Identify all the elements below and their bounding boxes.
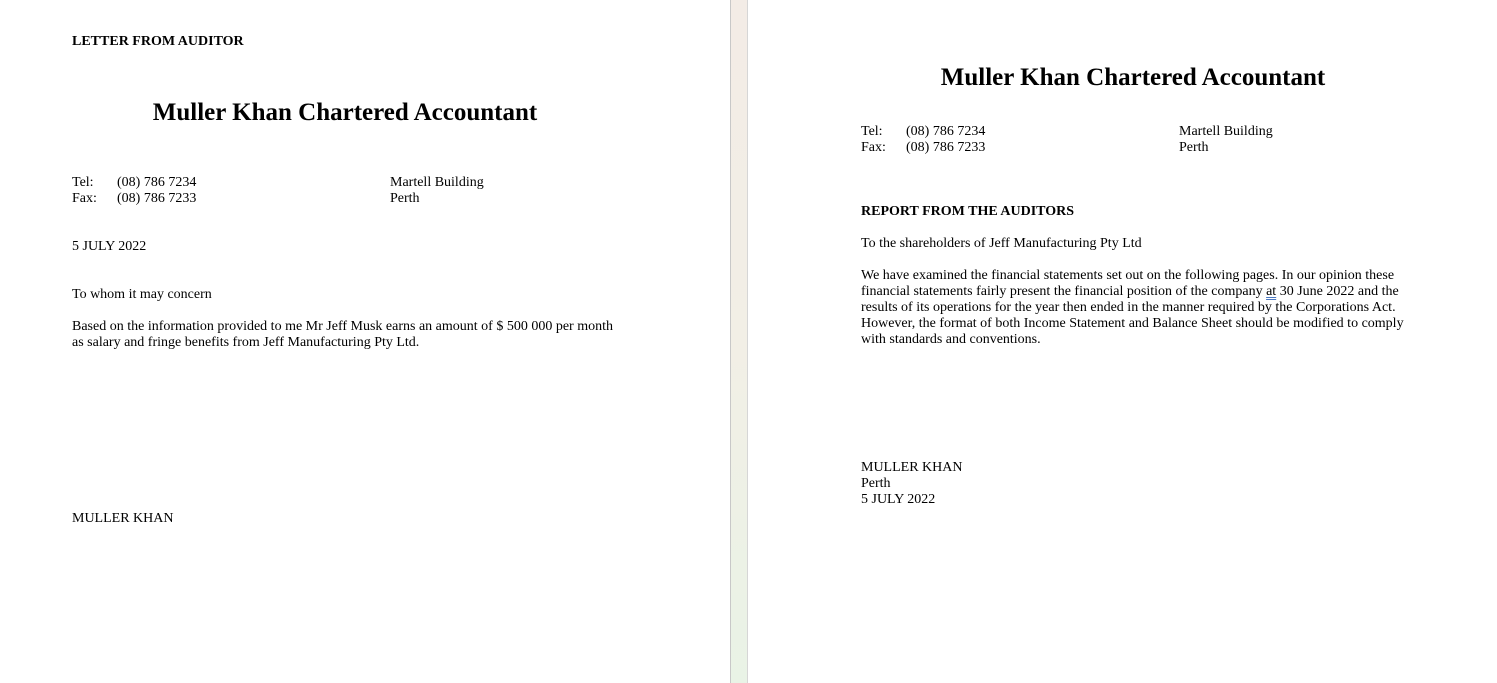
letter-salutation: To whom it may concern [72, 287, 212, 302]
line-text: 30 June 2022 and the [1276, 284, 1399, 299]
report-signature-city: Perth [861, 476, 891, 491]
report-page [748, 0, 1497, 683]
report-signature-name: MULLER KHAN [861, 460, 963, 475]
address-line-1: Martell Building [1179, 124, 1273, 139]
report-body-line: However, the format of both Income Statement and Balance Sheet should be modified to comply [861, 316, 1404, 331]
tel-label: Tel: [861, 124, 883, 139]
letter-body-line: Based on the information provided to me Mr Jeff Musk earns an amount of $ 500 000 per month [72, 319, 613, 334]
report-fax-line [861, 140, 985, 156]
letter-firm-name: Muller Khan Chartered Accountant [152, 99, 538, 126]
address-line-2: Perth [390, 191, 420, 206]
report-signature-date: 5 JULY 2022 [861, 492, 936, 507]
tel-label: Tel: [72, 175, 94, 190]
letter-body [72, 319, 613, 351]
grammar-flag-word[interactable]: at [1266, 284, 1277, 299]
report-body-line: results of its operations for the year then ended in the manner required by the Corporations Act. [861, 300, 1396, 315]
letter-signature: MULLER KHAN [72, 511, 174, 526]
tel-value: (08) 786 7234 [117, 175, 197, 190]
page-gutter [730, 0, 748, 683]
letter-date: 5 JULY 2022 [72, 239, 147, 254]
report-tel-line [861, 124, 985, 140]
report-body-line [861, 284, 1404, 300]
report-body-line: We have examined the financial statements set out on the following pages. In our opinion these [861, 268, 1395, 283]
letter-title: LETTER FROM AUDITOR [72, 34, 244, 49]
address-line-1: Martell Building [390, 175, 484, 190]
line-text: financial statements fairly present the financial position of the company [861, 284, 1267, 299]
address-line-2: Perth [1179, 140, 1209, 155]
report-firm-name: Muller Khan Chartered Accountant [940, 64, 1326, 91]
letter-body-line: as salary and fringe benefits from Jeff Manufacturing Pty Ltd. [72, 335, 420, 350]
fax-label: Fax: [72, 191, 97, 206]
fax-value: (08) 786 7233 [117, 191, 197, 206]
fax-value: (08) 786 7233 [906, 140, 986, 155]
letter-tel-line [72, 175, 196, 191]
letter-page [0, 0, 730, 683]
letter-fax-line [72, 191, 196, 207]
report-body-line: with standards and conventions. [861, 332, 1041, 347]
tel-value: (08) 786 7234 [906, 124, 986, 139]
report-title: REPORT FROM THE AUDITORS [861, 204, 1075, 219]
report-body [861, 268, 1404, 348]
report-addressee: To the shareholders of Jeff Manufacturing Pty Ltd [861, 236, 1142, 251]
fax-label: Fax: [861, 140, 886, 155]
